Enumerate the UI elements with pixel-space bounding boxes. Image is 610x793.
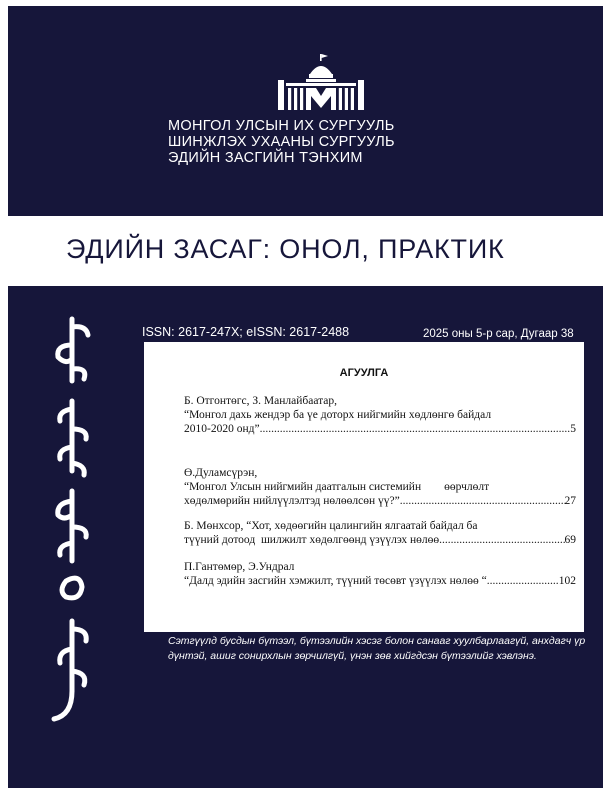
toc-entry — [184, 466, 576, 508]
toc-entry-authors: Ө.Дуламсүрэн, — [184, 467, 258, 479]
toc-entry-title-line: “Монгол Улсын нийгмийн даатгалын системийн өөрчлөлт — [184, 481, 490, 493]
university-building-icon — [276, 54, 366, 112]
toc-entry-title-line: 2010-2020 онд” — [184, 423, 260, 435]
toc-leader-dots — [260, 422, 571, 436]
toc-entry-last-line — [184, 422, 576, 436]
toc-entry-title-line: “Монгол дахь жендэр ба үе доторх нийгмийн хөдлөнгө байдал — [184, 409, 492, 421]
toc-entry-last-line — [184, 533, 576, 547]
toc-entry-authors: Б. Отгонтөгс, З. Манлайбаатар, — [184, 395, 338, 407]
journal-title: ЭДИЙН ЗАСАГ: ОНОЛ, ПРАКТИК — [66, 234, 505, 264]
toc-entry-last-line — [184, 494, 576, 508]
table-of-contents — [144, 342, 584, 632]
issn-text: ISSN: 2617-247X; eISSN: 2617-2488 — [142, 325, 350, 339]
toc-leader-dots — [487, 574, 559, 588]
toc-entry-page: 27 — [564, 495, 576, 507]
toc-entry-title-line: “Далд эдийн засгийн хэмжилт, түүний төсөвт үзүүлэх нөлөө “ — [184, 575, 487, 587]
toc-entry-page: 69 — [564, 534, 576, 546]
editorial-statement: Сэтгүүлд бусдын бүтээл, бүтээлийн хэсэг болон санааг хуулбарлаагүй, анхдагч үр дүнтэй, ашиг сонирхлын зөрчилгүй, үнэн зөв хийгдсэн бүтээлийг хэвлэнэ. — [168, 635, 586, 662]
toc-entry-authors: Б. Мөнхсор, “Хот, хөдөөгийн цалингийн ялгаатай байдал ба — [184, 520, 478, 532]
toc-entry — [184, 519, 576, 547]
toc-entry — [184, 394, 576, 436]
school-name: ШИНЖЛЭХ УХААНЫ СУРГУУЛЬ — [168, 134, 395, 150]
journal-cover — [8, 6, 603, 788]
department-name: ЭДИЙН ЗАСГИЙН ТЭНХИМ — [168, 150, 363, 166]
university-name: МОНГОЛ УЛСЫН ИХ СУРГУУЛЬ — [168, 118, 395, 134]
mongolian-script-title — [44, 311, 104, 731]
toc-heading: АГУУЛГА — [339, 367, 389, 379]
publisher-names — [168, 118, 488, 166]
issue-text: 2025 оны 5-р сар, Дугаар 38 — [423, 328, 574, 340]
toc-entry-last-line — [184, 574, 576, 588]
toc-entry-page: 5 — [570, 423, 576, 435]
toc-entry — [184, 560, 576, 588]
toc-entry-page: 102 — [558, 575, 576, 587]
toc-leader-dots — [400, 494, 565, 508]
toc-leader-dots — [439, 533, 564, 547]
toc-entry-title-line: хөдөлмөрийн нийлүүлэлтэд нөлөөлсөн үү?” — [184, 495, 400, 507]
toc-entry-authors: П.Гантөмөр, Э.Ундрал — [184, 561, 295, 573]
toc-entry-title-line: түүний дотоод шилжилт хөдөлгөөнд үзүүлэх нөлөө — [184, 534, 440, 546]
